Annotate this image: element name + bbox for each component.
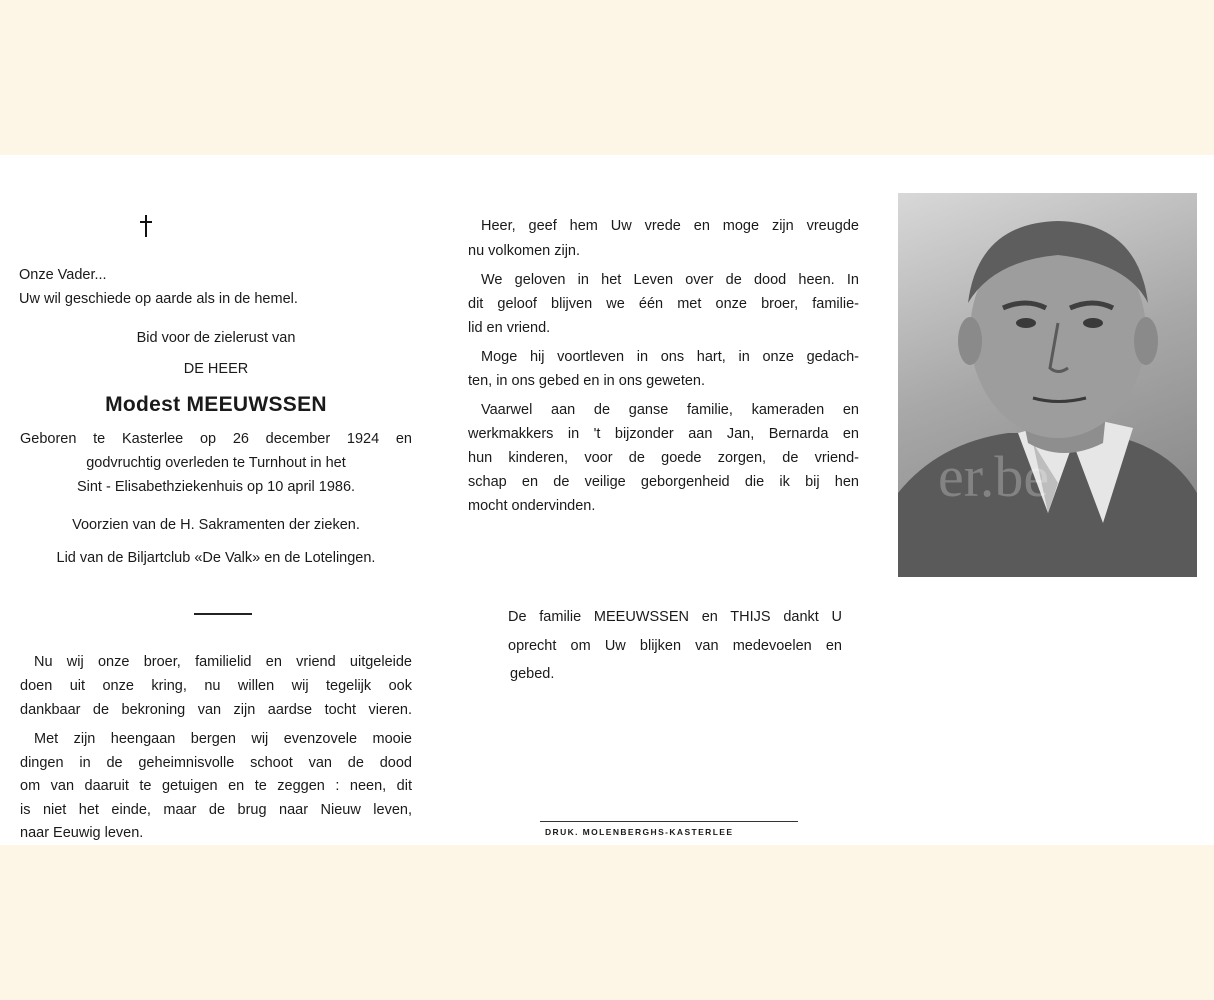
mid-p2-line-2: dit geloof blijven we één met onze broer, familie- <box>468 296 859 312</box>
born-line-1: Geboren te Kasterlee op 26 december 1924 en <box>20 431 412 447</box>
thanks-line-2: oprecht om Uw blijken van medevoelen en <box>508 638 842 654</box>
mid-p4-line-2: werkmakkers in 't bijzonder aan Jan, Bernarda en <box>468 426 859 442</box>
separator-rule <box>194 613 252 615</box>
mid-p1-line-2: nu volkomen zijn. <box>468 243 581 259</box>
mid-p4-line-1: Vaarwel aan de ganse familie, kameraden en <box>481 402 859 418</box>
cross-icon <box>136 213 156 239</box>
mid-p1-line-1: Heer, geef hem Uw vrede en moge zijn vreugde <box>481 218 859 234</box>
born-line-2: godvruchtig overleden te Turnhout in het <box>86 455 346 471</box>
mid-p4-line-3: hun kinderen, voor de goede zorgen, de vriend- <box>468 450 859 466</box>
mid-p3-line-2: ten, in ons gebed en in ons geweten. <box>468 373 706 389</box>
thanks-line-3: gebed. <box>510 666 555 682</box>
portrait-drawing <box>898 193 1197 577</box>
para1-line-2: doen uit onze kring, nu willen wij tegelijk ook <box>20 678 412 694</box>
watermark-text: er.be <box>938 444 1050 509</box>
title-line: DE HEER <box>183 361 249 377</box>
thanks-line-1: De familie MEEUWSSEN en THIJS dankt U <box>508 609 842 625</box>
mid-p2-line-3: lid en vriend. <box>468 320 551 336</box>
printer-rule <box>540 821 798 822</box>
prayer-line-1: Onze Vader... <box>19 267 107 283</box>
mid-p3-line-1: Moge hij voortleven in ons hart, in onze gedach- <box>481 349 859 365</box>
para1-line-1: Nu wij onze broer, familielid en vriend uitgeleide <box>34 654 412 670</box>
memorial-card <box>0 155 1214 845</box>
sacraments-line: Voorzien van de H. Sakramenten der zieken. <box>72 517 360 533</box>
portrait-photo <box>898 193 1197 577</box>
para1-line-3: dankbaar de bekroning van zijn aardse tocht vieren. <box>20 702 412 718</box>
para2-line-5: naar Eeuwig leven. <box>20 825 144 841</box>
member-line: Lid van de Biljartclub «De Valk» en de Lotelingen. <box>56 550 376 566</box>
para2-line-1: Met zijn heengaan bergen wij evenzovele mooie <box>34 731 412 747</box>
printer-credit: DRUK. MOLENBERGHS-KASTERLEE <box>545 827 734 837</box>
deceased-name: Modest MEEUWSSEN <box>105 393 327 416</box>
prayer-line-2: Uw wil geschiede op aarde als in de hemel. <box>19 291 298 307</box>
mid-p2-line-1: We geloven in het Leven over de dood heen. In <box>481 272 859 288</box>
para2-line-2: dingen in de geheimnisvolle schoot van de dood <box>20 755 412 771</box>
mid-p4-line-5: mocht ondervinden. <box>468 498 596 514</box>
pray-line: Bid voor de zielerust van <box>136 330 296 346</box>
para2-line-4: is niet het einde, maar de brug naar Nieuw leven, <box>20 802 412 818</box>
born-line-3: Sint - Elisabethziekenhuis op 10 april 1986. <box>76 479 356 495</box>
mid-p4-line-4: schap en de veilige geborgenheid die ik bij hen <box>468 474 859 490</box>
para2-line-3: om van daaruit te getuigen en te zeggen : neen, dit <box>20 778 412 794</box>
